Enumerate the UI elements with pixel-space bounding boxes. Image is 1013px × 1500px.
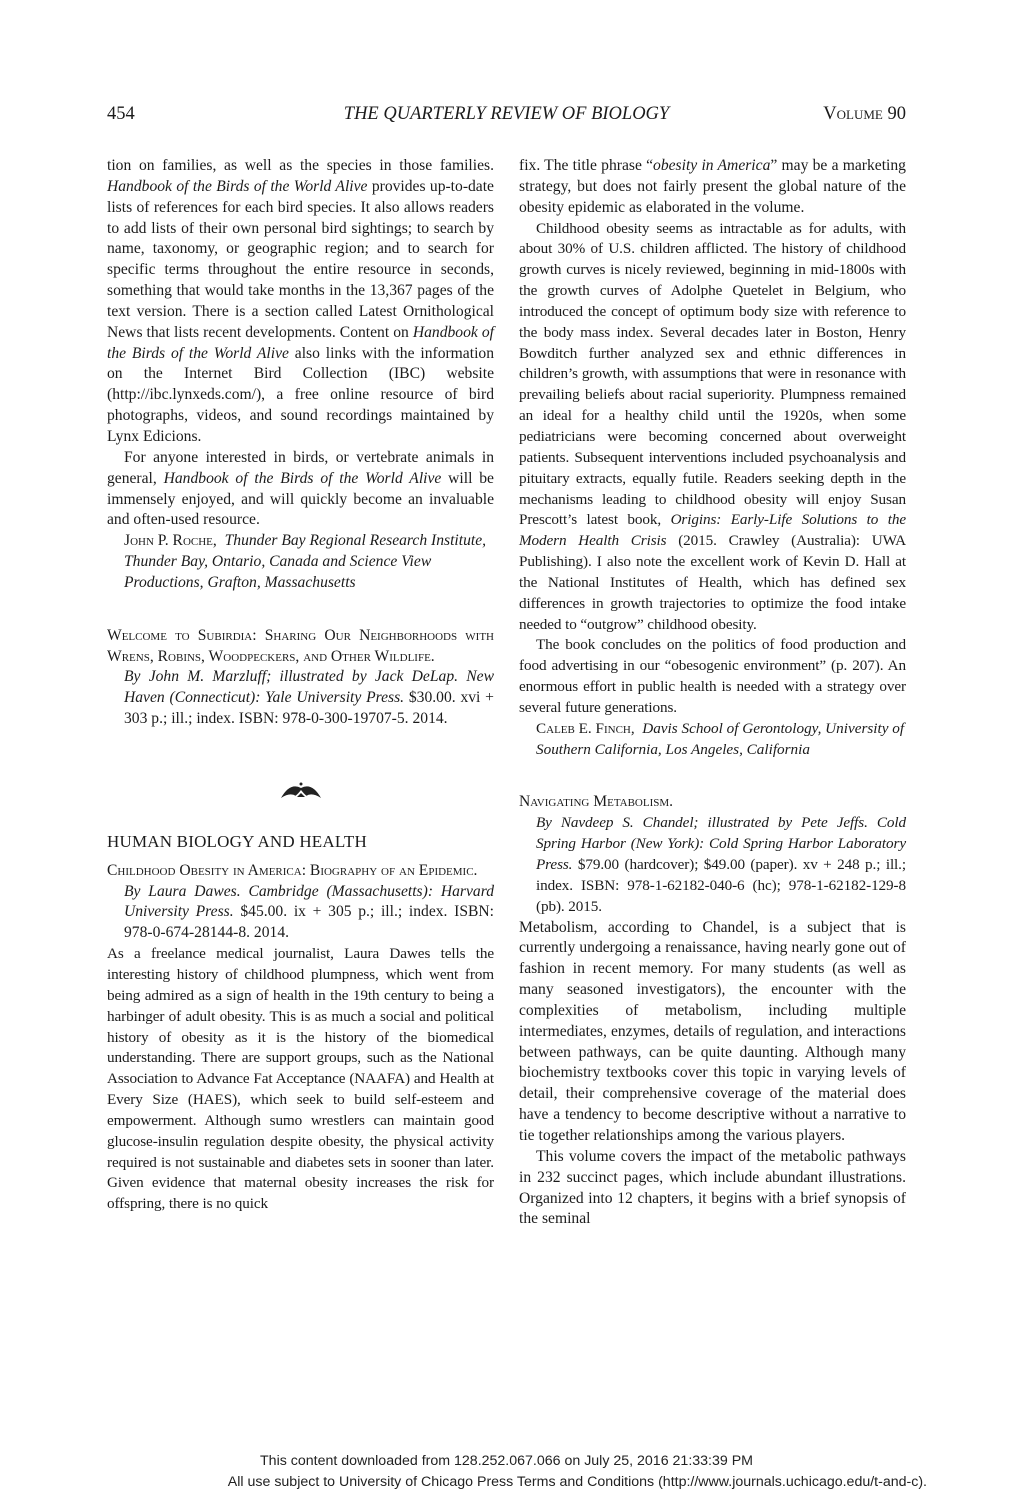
right-column	[519, 156, 906, 1230]
book-biblio: By Navdeep S. Chandel; illustrated by Pete Jeffs. Cold Spring Harbor (New York): Cold Spring Harbor Laboratory Press. $79.00 (hardcover); $49.00 (paper). xv + 248 p.; ill.; index. ISBN: 978-1-62182-040-6 (hc); 978-1-62182-129-8 (pb). 2015.	[536, 814, 906, 915]
paragraph: Metabolism, according to Chandel, is a subject that is currently undergoing a renaissance, having nearly gone out of fashion in recent memory. For many students (as well as many seasoned investigators), the encounter with the complexities of metabolism, including multiple intermediates, enzymes, details of regulation, and interactions between pathways, can be quite daunting. Although many biochemistry textbooks cover this topic in varying levels of detail, their comprehensive coverage of the material does have a tendency to become descriptive without a narrative to tie together relationships among the various players.	[519, 918, 906, 1144]
book-biblio: By John M. Marzluff; illustrated by Jack DeLap. New Haven (Connecticut): Yale University Press. $30.00. xvi + 303 p.; ill.; index. ISBN: 978-0-300-19707-5. 2014.	[124, 668, 494, 728]
paragraph: For anyone interested in birds, or vertebrate animals in general, Handbook of the Birds of the World Alive will be immensely enjoyed, and will quickly become an invaluable and often-used resource.	[107, 448, 494, 529]
reviewer-signature	[519, 719, 906, 761]
paragraph: The book concludes on the politics of food production and food advertising in our “obesogenic environment” (p. 207). An enormous effort in public health is needed with a strategy over several future generations.	[519, 636, 906, 716]
reviewer-signature	[107, 531, 494, 594]
reviewer-name: John P. Roche,	[124, 532, 217, 550]
book-title: Navigating Metabolism.	[519, 793, 674, 811]
reviewer-affiliation: Davis School of Gerontology, University of Southern California, Los Angeles, California	[536, 719, 905, 758]
terms-notice: All use subject to University of Chicago Press Terms and Conditions (http://www.journals.uchicago.edu/t-and-c).	[227, 1474, 927, 1490]
section-heading: HUMAN BIOLOGY AND HEALTH	[107, 831, 367, 851]
reviewer-affiliation: Thunder Bay Regional Research Institute, Thunder Bay, Ontario, Canada and Science View Productions, Grafton, Massachusetts	[124, 532, 487, 591]
paragraph: Childhood obesity seems as intractable as for adults, with about 30% of U.S. children afflicted. The history of childhood growth curves is nicely reviewed, beginning in mid-1800s with the growth curves of Adolphe Quetelet in Belgium, who introduced the concept of optimum body size with reference to the body mass index. Several decades later in Boston, Henry Bowditch further analyzed sex and ethnic differences in children’s growth, with assumptions that were in resonance with prevailing beliefs about racial superiority. Plumpness remained an ideal for a healthy child until the 1920s, when some pediatricians were becoming concerned about overweight patients. Subsequent interventions included psychoanalysis and pituitary extracts, equally futile. Readers seeking depth in the mechanisms leading to childhood obesity will enjoy Susan Prescott’s latest book, Origins: Early-Life Solutions to the Modern Health Crisis (2015. Crawley (Australia): UWA Publishing). I also note the excellent work of Kevin D. Hall at the National Institutes of Health, which has defined sex differences in growth trajectories to optimize the food intake needed to “outgrow” childhood obesity.	[519, 219, 906, 633]
paragraph: This volume covers the impact of the metabolic pathways in 232 succinct pages, which include abundant illustrations. Organized into 12 chapters, it begins with a brief synopsis of the seminal	[519, 1147, 906, 1228]
paragraph: As a freelance medical journalist, Laura Dawes tells the interesting history of childhood plumpness, which went from being admired as a sign of health in the 19th century to being a harbinger of adult obesity. This is as much a social and political history of obesity as it is the history of the biomedical understanding. There are support groups, such as the National Association to Advance Fat Acceptance (NAAFA) and Health at Every Size (HAES), which seek to build self-esteem and empowerment. Although sumo wrestlers can maintain good glucose-insulin regulation despite obesity, the physical activity required is not sustainable and diabetes sets in sooner than later. Given evidence that maternal obesity increases the risk for offspring, there is no quick	[107, 945, 494, 1213]
book-title: Welcome to Subirdia: Sharing Our Neighborhoods with Wrens, Robins, Woodpeckers, and Other Wildlife.	[107, 626, 494, 665]
volume-label: Volume 90	[823, 104, 906, 124]
journal-title: THE QUARTERLY REVIEW OF BIOLOGY	[343, 104, 670, 124]
paragraph: fix. The title phrase “obesity in America” may be a marketing strategy, but does not fairly present the global nature of the obesity epidemic as elaborated in the volume.	[519, 157, 906, 216]
page-number: 454	[107, 104, 135, 124]
running-header	[107, 104, 906, 132]
reviewer-name: Caleb E. Finch,	[536, 719, 635, 737]
paragraph: tion on families, as well as the species in those families. Handbook of the Birds of the World Alive provides up-to-date lists of references for each bird species. It also allows readers to add lists of their own personal bird sightings; to search by name, taxonomy, or geographic region; and to search for specific terms throughout the entire resource in seconds, something that would take months in the 13,367 pages of the text version. There is a section called Latest Ornithological News that lists recent developments. Content on Handbook of the Birds of the World Alive also links with the information on the Internet Bird Collection (IBC) website (http://ibc.lynxeds.com/), a free online resource of bird photographs, videos, and sound recordings maintained by Lynx Edicions.	[107, 157, 494, 445]
section-ornament-icon	[278, 778, 324, 804]
left-column	[107, 156, 494, 1215]
download-notice: This content downloaded from 128.252.067.066 on July 25, 2016 21:33:39 PM	[260, 1453, 753, 1469]
book-biblio: By Laura Dawes. Cambridge (Massachusetts): Harvard University Press. $45.00. ix + 305 p.; ill.; index. ISBN: 978-0-674-28144-8. 2014.	[124, 882, 495, 942]
book-title: Childhood Obesity in America: Biography of an Epidemic.	[107, 861, 478, 879]
